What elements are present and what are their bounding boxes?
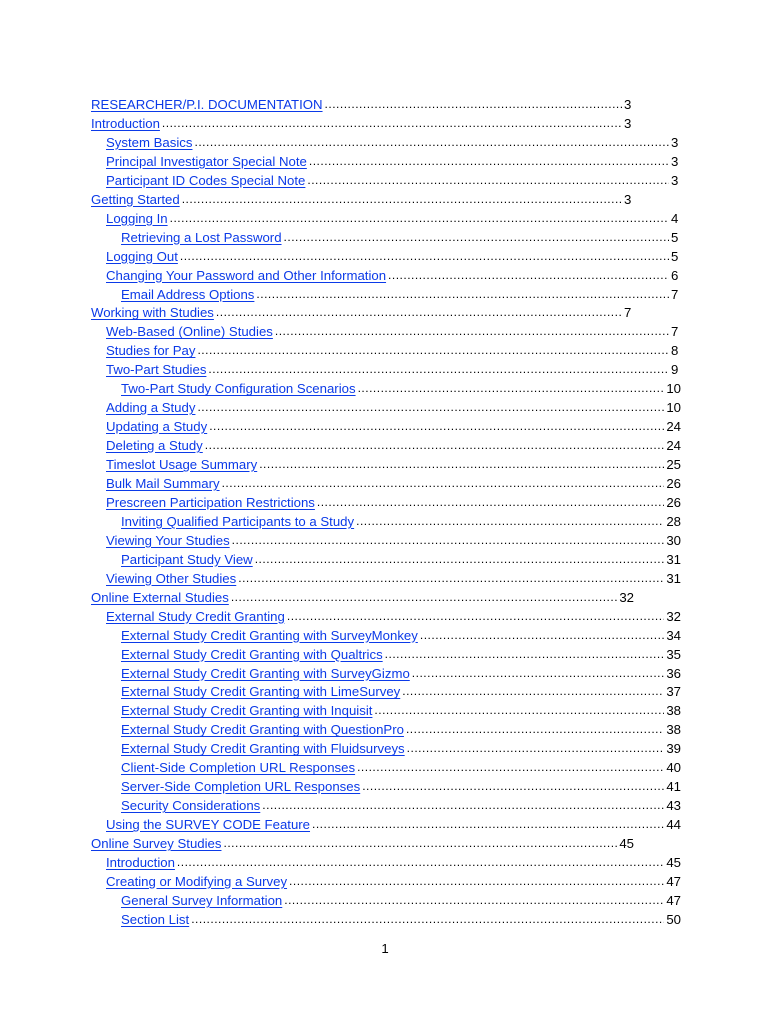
dot-leader <box>208 361 669 378</box>
toc-entry-page: 41 <box>666 779 681 795</box>
toc-entry <box>106 852 681 871</box>
toc-entry <box>106 454 681 473</box>
dot-leader <box>205 437 665 454</box>
toc-entry <box>106 246 681 265</box>
toc-entry <box>106 435 681 454</box>
toc-entry-page: 8 <box>671 343 679 359</box>
dot-leader <box>256 286 669 303</box>
toc-entry-page: 10 <box>666 381 681 397</box>
dot-leader <box>197 399 664 416</box>
toc-entry-page: 45 <box>619 836 634 852</box>
toc-entry-link[interactable]: Studies for Pay <box>106 343 196 359</box>
dot-leader <box>325 96 622 113</box>
toc-entry-link[interactable]: Participant Study View <box>121 551 253 567</box>
toc-entry-link[interactable]: Two-Part Studies <box>106 362 207 378</box>
toc-entry-link[interactable]: Email Address Options <box>121 286 255 302</box>
dot-leader <box>385 646 665 663</box>
dot-leader <box>362 778 664 795</box>
toc-entry <box>121 284 681 303</box>
dot-leader <box>289 873 664 890</box>
toc-entry <box>121 511 681 530</box>
toc-entry-link[interactable]: Security Considerations <box>121 798 261 814</box>
toc-entry-page: 7 <box>671 324 679 340</box>
toc-entry <box>106 416 681 435</box>
toc-entry-link[interactable]: Online External Studies <box>91 589 229 605</box>
toc-entry-page: 44 <box>666 817 681 833</box>
toc-entry-link[interactable]: Adding a Study <box>106 400 196 416</box>
toc-entry-link[interactable]: Deleting a Study <box>106 438 203 454</box>
toc-entry-page: 10 <box>666 400 681 416</box>
toc-entry-link[interactable]: External Study Credit Granting <box>106 608 285 624</box>
toc-entry-link[interactable]: Logging Out <box>106 248 178 264</box>
toc-entry <box>106 871 681 890</box>
toc-entry-link[interactable]: Participant ID Codes Special Note <box>106 172 306 188</box>
dot-leader <box>259 456 664 473</box>
toc-entry <box>106 340 681 359</box>
toc-entry <box>91 189 634 208</box>
dot-leader <box>231 589 618 606</box>
dot-leader <box>275 323 669 340</box>
toc-entry-link[interactable]: Section List <box>121 911 190 927</box>
toc-entry-page: 45 <box>666 855 681 870</box>
dot-leader <box>374 702 664 719</box>
toc-entry-link[interactable]: Bulk Mail Summary <box>106 476 220 491</box>
toc-entry <box>91 113 634 132</box>
dot-leader <box>407 740 665 757</box>
toc-entry-link[interactable]: Logging In <box>106 210 168 226</box>
dot-leader <box>194 134 669 151</box>
dot-leader <box>358 380 665 397</box>
toc-entry-page: 36 <box>666 665 681 681</box>
toc-entry <box>106 473 681 492</box>
toc-entry-page: 7 <box>624 305 632 321</box>
dot-leader <box>356 513 664 530</box>
dot-leader <box>238 570 664 587</box>
toc-entry-page: 31 <box>666 551 681 567</box>
toc-entry-link[interactable]: Server-Side Completion URL Responses <box>121 779 361 795</box>
toc-entry <box>106 492 681 511</box>
dot-leader <box>255 551 665 568</box>
toc-entry-page: 7 <box>671 286 679 302</box>
toc-entry-link[interactable]: Viewing Your Studies <box>106 532 230 548</box>
dot-leader <box>406 721 664 738</box>
toc-entry <box>106 132 681 151</box>
toc-entry <box>121 681 681 700</box>
toc-entry-page: 26 <box>666 494 681 510</box>
dot-leader <box>284 229 669 246</box>
toc-entry <box>106 321 681 340</box>
dot-leader <box>284 892 664 909</box>
toc-entry-page: 31 <box>666 570 681 586</box>
toc-entry-link[interactable]: Introduction <box>106 855 175 870</box>
toc-entry-page: 28 <box>666 513 681 529</box>
toc-entry <box>121 776 681 795</box>
dot-leader <box>309 153 669 170</box>
toc-entry-link[interactable]: Web-Based (Online) Studies <box>106 324 273 340</box>
toc-entry-page: 47 <box>666 892 681 908</box>
toc-entry-page: 3 <box>671 172 679 188</box>
toc-entry <box>106 170 681 189</box>
toc-entry-page: 38 <box>666 722 681 738</box>
dot-leader <box>357 759 664 776</box>
toc-entry-link[interactable]: General Survey Information <box>121 892 283 908</box>
toc-entry-link[interactable]: Changing Your Password and Other Information <box>106 267 387 283</box>
toc-entry <box>91 94 634 113</box>
dot-leader <box>177 854 664 871</box>
toc-entry-page: 9 <box>671 362 679 378</box>
toc-entry-link[interactable]: Getting Started <box>91 191 180 207</box>
toc-entry-page: 30 <box>666 532 681 548</box>
toc-entry <box>91 302 634 321</box>
toc-entry <box>121 757 681 776</box>
dot-leader <box>180 248 669 265</box>
toc-entry-link[interactable]: Prescreen Participation Restrictions <box>106 494 315 510</box>
toc-entry-link[interactable]: Principal Investigator Special Note <box>106 153 307 169</box>
dot-leader <box>162 115 622 132</box>
toc-entry-page: 4 <box>671 210 679 226</box>
toc-entry-page: 34 <box>666 627 681 643</box>
toc-entry <box>91 833 634 852</box>
dot-leader <box>197 342 669 359</box>
toc-entry-page: 6 <box>671 267 679 283</box>
toc-entry-page: 50 <box>666 911 681 927</box>
toc-entry-page: 35 <box>666 646 681 662</box>
toc-entry-page: 32 <box>666 608 681 624</box>
toc-entry <box>121 549 681 568</box>
toc-entry-page: 39 <box>666 741 681 757</box>
toc-entry-page: 37 <box>666 684 681 700</box>
toc-entry-page: 5 <box>671 229 679 245</box>
toc-entry <box>91 587 634 606</box>
toc-entry-link[interactable]: External Study Credit Granting with LimeSurvey <box>121 684 401 700</box>
dot-leader <box>312 816 664 833</box>
toc-entry <box>106 606 681 625</box>
toc-entry <box>106 208 681 227</box>
toc-entry-link[interactable]: Updating a Study <box>106 419 208 435</box>
toc-entry-link[interactable]: External Study Credit Granting with QuestionPro <box>121 722 404 738</box>
toc-entry-link[interactable]: Two-Part Study Configuration Scenarios <box>121 381 356 397</box>
toc-entry-link[interactable]: External Study Credit Granting with SurveyMonkey <box>121 627 418 643</box>
toc-entry-link[interactable]: Creating or Modifying a Survey <box>106 873 288 889</box>
dot-leader <box>182 191 622 208</box>
toc-entry <box>121 719 681 738</box>
toc-entry-link[interactable]: Online Survey Studies <box>91 836 222 852</box>
dot-leader <box>209 418 664 435</box>
toc-entry <box>121 378 681 397</box>
toc-entry <box>106 151 681 170</box>
dot-leader <box>232 532 665 549</box>
toc-entry-page: 24 <box>666 419 681 435</box>
toc-entry <box>121 890 681 909</box>
toc-entry-link[interactable]: Working with Studies <box>91 305 214 321</box>
dot-leader <box>317 494 664 511</box>
toc-entry-page: 3 <box>624 115 632 131</box>
toc-entry-page: 3 <box>671 153 679 169</box>
toc-entry-page: 47 <box>666 873 681 889</box>
toc-entry-page: 3 <box>624 97 632 112</box>
dot-leader <box>287 608 664 625</box>
dot-leader <box>191 911 664 928</box>
dot-leader <box>262 797 664 814</box>
toc-entry <box>121 625 681 644</box>
toc-entry <box>106 814 681 833</box>
dot-leader <box>307 172 669 189</box>
toc-entry-link[interactable]: Client-Side Completion URL Responses <box>121 760 356 776</box>
toc-entry-page: 32 <box>619 589 634 605</box>
toc-entry-page: 38 <box>666 703 681 719</box>
toc-entry-link[interactable]: External Study Credit Granting with SurveyGizmo <box>121 665 410 681</box>
dot-leader <box>412 665 665 682</box>
toc-entry-link[interactable]: Inviting Qualified Participants to a Study <box>121 513 355 529</box>
toc-entry-page: 24 <box>666 438 681 454</box>
toc-entry-link[interactable]: RESEARCHER/P.I. DOCUMENTATION <box>91 97 323 112</box>
dot-leader <box>222 475 665 492</box>
toc-entry-link[interactable]: Timeslot Usage Summary <box>106 457 258 473</box>
toc-entry-link[interactable]: External Study Credit Granting with Fluidsurveys <box>121 741 405 757</box>
page-number: 1 <box>381 941 389 956</box>
toc-entry <box>106 397 681 416</box>
toc-entry-link[interactable]: Viewing Other Studies <box>106 570 237 586</box>
dot-leader <box>170 210 669 227</box>
toc-entry-link[interactable]: External Study Credit Granting with Inquisit <box>121 703 373 719</box>
toc-entry <box>121 227 681 246</box>
dot-leader <box>216 304 622 321</box>
toc-entry <box>106 359 681 378</box>
toc-entry-page: 5 <box>671 248 679 264</box>
toc-entry-link[interactable]: System Basics <box>106 134 193 150</box>
toc-entry-page: 26 <box>666 476 681 491</box>
toc-entry <box>121 738 681 757</box>
toc-entry <box>121 909 681 928</box>
toc-entry <box>121 663 681 682</box>
dot-leader <box>388 267 669 284</box>
dot-leader <box>402 683 664 700</box>
toc-entry-link[interactable]: Using the SURVEY CODE Feature <box>106 817 311 833</box>
toc-entry <box>121 644 681 663</box>
toc-entry-page: 3 <box>671 134 679 150</box>
toc-entry-page: 43 <box>666 798 681 814</box>
dot-leader <box>420 627 664 644</box>
toc-entry <box>121 795 681 814</box>
toc-entry-link[interactable]: Retrieving a Lost Password <box>121 229 282 245</box>
toc-entry-link[interactable]: Introduction <box>91 115 160 131</box>
toc-entry-page: 25 <box>666 457 681 473</box>
dot-leader <box>223 835 617 852</box>
toc-entry <box>121 700 681 719</box>
toc-entry-link[interactable]: External Study Credit Granting with Qualtrics <box>121 646 383 662</box>
toc-entry-page: 40 <box>666 760 681 776</box>
toc-entry <box>106 265 681 284</box>
toc-entry <box>106 530 681 549</box>
toc-entry <box>106 568 681 587</box>
toc-entry-page: 3 <box>624 191 632 207</box>
